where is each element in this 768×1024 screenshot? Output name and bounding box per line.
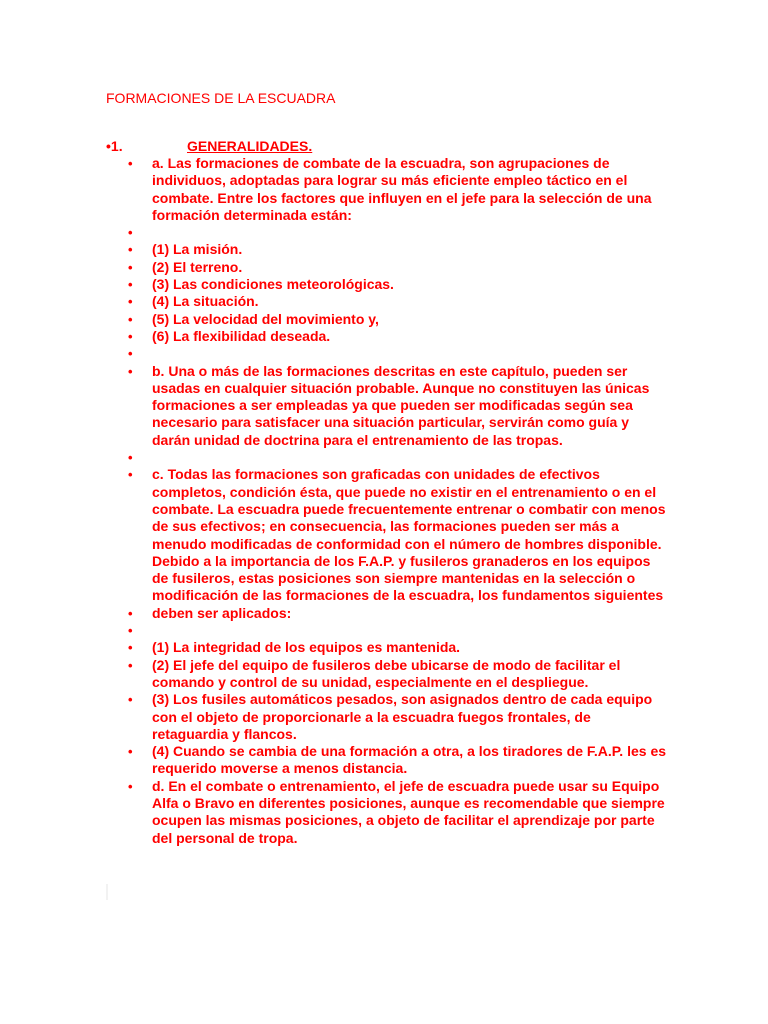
list-item: [0, 639, 768, 656]
bullet-icon: •: [128, 605, 133, 621]
list-item-text: (2) El terreno.: [152, 258, 243, 275]
section-number: •1.: [106, 138, 123, 154]
list-item-text: (4) Cuando se cambia de una formación a otra, a los tiradores de F.A.P. les es requerido moverse a menos distancia.: [152, 743, 667, 777]
section-heading: [106, 138, 312, 155]
bullet-icon: •: [128, 623, 133, 639]
list-item: [0, 259, 768, 276]
list-item: [0, 657, 768, 692]
list-item-text: a. Las formaciones de combate de la escuadra, son agrupaciones de individuos, adoptadas para lograr su más eficiente empleo táctico en el combate. Entre los factores que influyen en el jefe para la selección de una formación determinada están:: [152, 155, 652, 223]
bullet-icon: •: [128, 467, 133, 483]
bullet-icon: •: [128, 640, 133, 656]
list-item-text: c. Todas las formaciones son graficadas con unidades de efectivos completos, condición ésta, que puede no existir en el entrenamiento o en el combate. La escuadra puede frecuentemente entrenar o combatir con menos de sus efectivos; en consecuencia, las formaciones pueden ser más a menudo modificadas de conformidad con el número de hombres disponible. Debido a la importancia de los F.A.P. y fusileros granaderos en los equipos de fusileros, estas posiciones son siempre mantenidas en la selección o modificación de las formaciones de la escuadra, los fundamentos siguientes: [152, 466, 666, 604]
list-item-text: b. Una o más de las formaciones descritas en este capítulo, pueden ser usadas en cualquier situación probable. Aunque no constituyen las únicas formaciones a ser empleadas ya que pueden ser modificadas según sea necesario para satisfacer una situación particular, servirán como guía y darán unidad de doctrina para el entrenamiento de las tropas.: [152, 362, 650, 448]
bullet-icon: •: [128, 328, 133, 344]
list-item: [0, 691, 768, 743]
list-item: [0, 155, 768, 224]
list-item: [0, 276, 768, 293]
list-item: [0, 605, 768, 622]
list-item: [0, 778, 768, 847]
list-item-text: (2) El jefe del equipo de fusileros debe ubicarse de modo de facilitar el comando y control de su unidad, especialmente en el despliegue.: [152, 656, 621, 690]
bullet-icon: •: [128, 294, 133, 310]
bullet-icon: •: [128, 311, 133, 327]
section-title: GENERALIDADES.: [187, 138, 313, 154]
bullet-icon: •: [128, 744, 133, 760]
list-item-text: (4) La situación.: [152, 293, 259, 310]
list-item-text: (3) Las condiciones meteorológicas.: [152, 276, 394, 293]
list-item-text: d. En el combate o entrenamiento, el jefe de escuadra puede usar su Equipo Alfa o Bravo en diferentes posiciones, aunque es recomendable que siempre ocupen las mismas posiciones, a objeto de facilitar el aprendizaje por parte del personal de tropa.: [152, 777, 665, 846]
list-item: [0, 363, 768, 449]
list-item: [0, 328, 768, 345]
list-item: [0, 241, 768, 258]
bullet-icon: •: [128, 657, 133, 673]
list-item: [0, 449, 768, 466]
list-item: [0, 311, 768, 328]
list-item: [0, 466, 768, 604]
list-item-text: (3) Los fusiles automáticos pesados, son asignados dentro de cada equipo con el objeto de proporcionarle a la escuadra fuegos frontales, de retaguardia y flancos.: [152, 691, 653, 742]
bullet-icon: •: [128, 156, 133, 171]
list-item-text: (6) La flexibilidad deseada.: [152, 327, 331, 344]
list-item-text: (1) La integridad de los equipos es mantenida.: [152, 639, 461, 656]
list-item: [0, 224, 768, 241]
list-item-text: (1) La misión.: [152, 241, 243, 258]
margin-mark: [106, 884, 108, 900]
bullet-icon: •: [128, 242, 133, 258]
list-item-text: (5) La velocidad del movimiento y,: [152, 310, 379, 327]
list-item-text: deben ser aplicados:: [152, 604, 292, 621]
bullet-icon: •: [128, 450, 133, 466]
bullet-icon: •: [128, 778, 133, 794]
list-item: [0, 345, 768, 362]
list-item: [0, 293, 768, 310]
bullet-list: [0, 155, 768, 847]
bullet-icon: •: [128, 692, 133, 708]
list-item: [0, 622, 768, 639]
bullet-icon: •: [128, 225, 133, 241]
bullet-icon: •: [128, 363, 133, 379]
list-item: [0, 743, 768, 778]
bullet-icon: •: [128, 277, 133, 293]
bullet-icon: •: [128, 346, 133, 362]
document-title: FORMACIONES DE LA ESCUADRA: [106, 90, 336, 106]
bullet-icon: •: [128, 259, 133, 275]
